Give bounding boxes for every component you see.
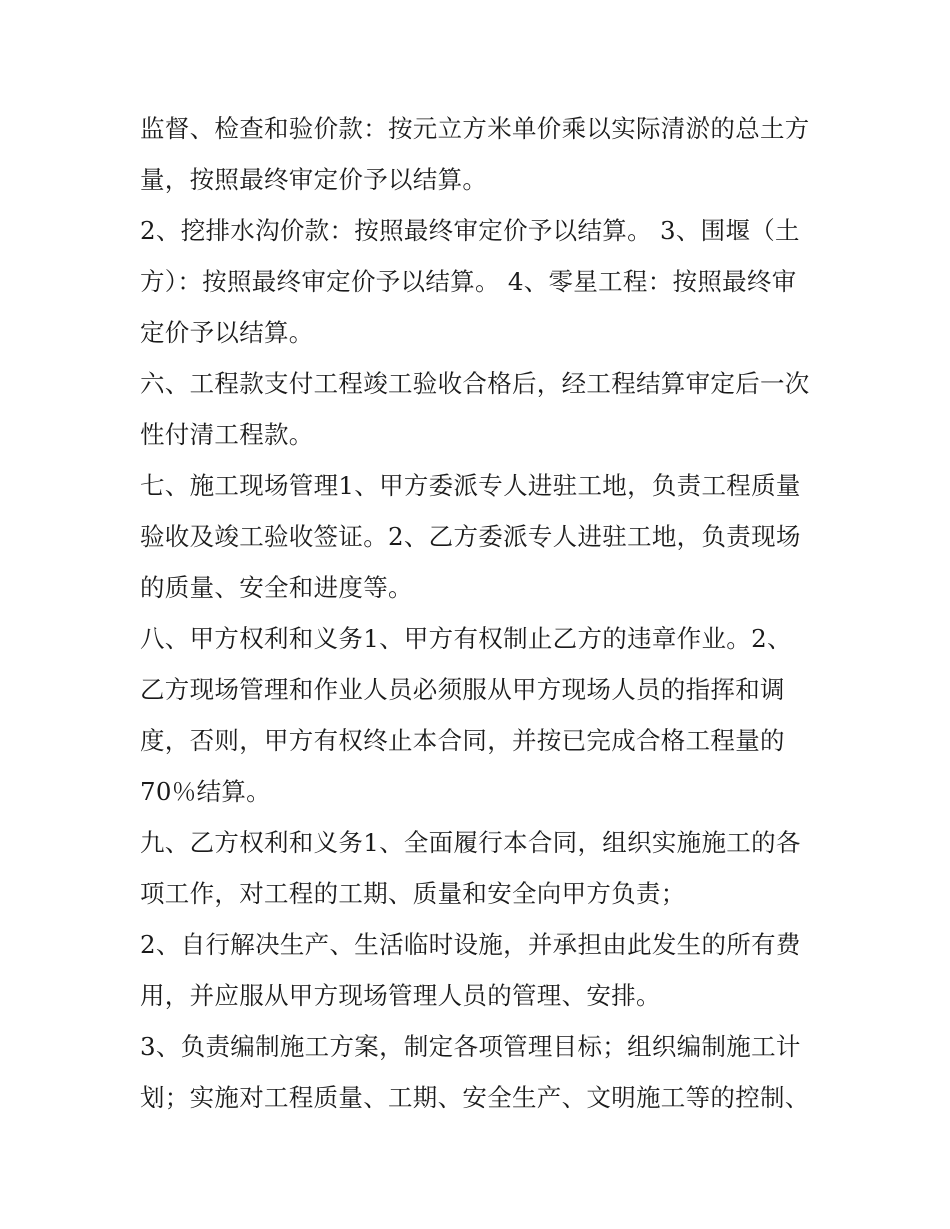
text-line: 七、施工现场管理1、甲方委派专人进驻工地，负责工程质量 — [140, 471, 801, 500]
text-line: 2、自行解决生产、生活临时设施，并承担由此发生的所有费 — [140, 930, 801, 959]
text-line: 2、挖排水沟价款：按照最终审定价予以结算。 3、围堰（土 — [140, 216, 800, 245]
text-line: 定价予以结算。 — [140, 318, 314, 347]
text-line: 的质量、安全和进度等。 — [140, 573, 413, 602]
document-body — [140, 103, 820, 1123]
text-line: 划；实施对工程质量、工期、安全生产、文明施工等的控制、 — [140, 1083, 810, 1112]
text-line: 3、负责编制施工方案，制定各项管理目标；组织编制施工计 — [140, 1032, 801, 1061]
text-line: 度，否则，甲方有权终止本合同，并按已完成合格工程量的 — [140, 726, 785, 755]
text-line: 用，并应服从甲方现场管理人员的管理、安排。 — [140, 981, 661, 1010]
text-line: 监督、检查和验价款：按元立方米单价乘以实际清淤的总土方 — [140, 114, 810, 143]
text-line: 九、乙方权利和义务1、全面履行本合同，组织实施施工的各 — [140, 828, 801, 857]
text-line: 方）：按照最终审定价予以结算。 4、零星工程：按照最终审 — [140, 267, 797, 296]
text-line: 量，按照最终审定价予以结算。 — [140, 165, 488, 194]
text-line: 性付清工程款。 — [140, 420, 314, 449]
text-line: 六、工程款支付工程竣工验收合格后，经工程结算审定后一次 — [140, 369, 810, 398]
text-line: 项工作，对工程的工期、质量和安全向甲方负责； — [140, 879, 686, 908]
text-line: 乙方现场管理和作业人员必须服从甲方现场人员的指挥和调 — [140, 675, 785, 704]
text-line: 八、甲方权利和义务1、甲方有权制止乙方的违章作业。2、 — [140, 624, 792, 653]
text-line: 验收及竣工验收签证。2、乙方委派专人进驻工地，负责现场 — [140, 522, 801, 551]
text-line: 70％结算。 — [140, 777, 271, 806]
